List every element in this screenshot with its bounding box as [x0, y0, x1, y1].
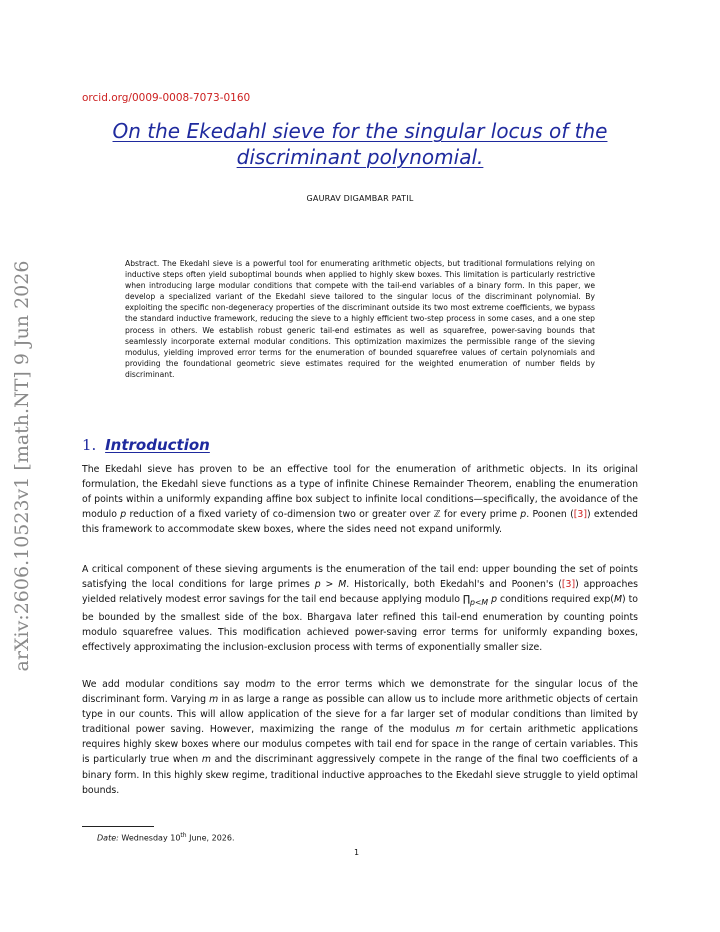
section-title-link[interactable]: Introduction	[105, 436, 210, 454]
citation-link[interactable]: [3]	[573, 509, 587, 521]
paragraph-2: A critical component of these sieving arguments is the enumeration of the tail end: upper bounding the set of points satisfying the local conditions for large primes p > M. Historically, both Ekedahl's and Poonen's ([3]) approaches yielded relatively modest error savings for the tail end because applying modulo $\prod_{p<M}$ p conditions required exp(M) to be bounded by the smallest side of the box. Bhargava later refined this tail-end enumeration by counting points modulo squarefree values. This modification achieved power-saving error terms for uniformly expanding boxes, effectively approximating the inclusion-exclusion process with terms of exponentially smaller size.	[82, 564, 639, 654]
section-heading	[82, 436, 210, 454]
abstract: Abstract. The Ekedahl sieve is a powerful tool for enumerating arithmetic objects, but traditional formulations relying on inductive steps often yield suboptimal bounds when applied to highly skew boxes. This limitation is particularly restrictive when introducing large modular conditions that compete with the tail-end variables of a binary form. In this paper, we develop a specialized variant of the Ekedahl sieve tailored to the singular locus of the discriminant polynomial. By exploiting the specific non-degeneracy properties of the discriminant outside its two most extreme coefficients, we bypass the standard inductive framework, reducing the sieve to a highly efficient two-step process in some cases, and a one step process in others. We establish robust generic tail-end estimates as well as squarefree, power-saving bounds that seamlessly incorporate external modular conditions. This optimization maximizes the permissible range of the sieving modulus, yielding improved error terms for the enumeration of bounded squarefree values of certain polynomials and providing the foundational geometric sieve estimates required for the weighted enumeration of number fields by discriminant.	[125, 259, 595, 379]
paper-title	[82, 118, 638, 170]
title-line-1[interactable]: On the Ekedahl sieve for the singular locus of the	[112, 119, 608, 143]
section-number: 1.	[82, 436, 97, 454]
arxiv-stamp-text: arXiv:2606.10523v1 [math.NT] 9 Jun 2026	[11, 260, 33, 672]
paragraph-3: We add modular conditions say modm to the error terms which we demonstrate for the singular locus of the discriminant form. Varying m in as large a range as possible can allow us to include more arithmetic objects of certain type in our counts. This will allow application of the sieve for a far larger set of modular conditions than limited by traditional power saving. However, maximizing the range of the modulus m for certain arithmetic applications requires highly skew boxes where our modulus competes with tail end for space in the range of certain variables. This is particularly true when m and the discriminant aggressively compete in the range of the final two coefficients of a binary form. In this highly skew regime, traditional inductive approaches to the Ekedahl sieve struggle to yield optimal bounds.	[82, 679, 638, 796]
orcid-link[interactable]: orcid.org/0009-0008-7073-0160	[82, 92, 251, 104]
citation-link[interactable]: [3]	[561, 579, 576, 591]
author-name: GAURAV DIGAMBAR PATIL	[306, 194, 414, 203]
paragraph-1: The Ekedahl sieve has proven to be an effective tool for the enumeration of arithmetic objects. In its original formulation, the Ekedahl sieve functions as a type of infinite Chinese Remainder Theorem, enabling the enumeration of points within a uniformly expanding affine box subject to infinite local conditions—specifically, the avoidance of the modulo p reduction of a fixed variety of co-dimension two or greater over ℤ for every prime p. Poonen ([3]) extended this framework to accommodate skew boxes, where the sides need not expand uniformly.	[82, 464, 638, 536]
title-line-2[interactable]: discriminant polynomial.	[236, 145, 484, 169]
footnote-rule	[82, 826, 154, 827]
page-number: 1	[354, 848, 360, 857]
footnote-date: Date: Wednesday 10th June, 2026.	[97, 832, 235, 843]
